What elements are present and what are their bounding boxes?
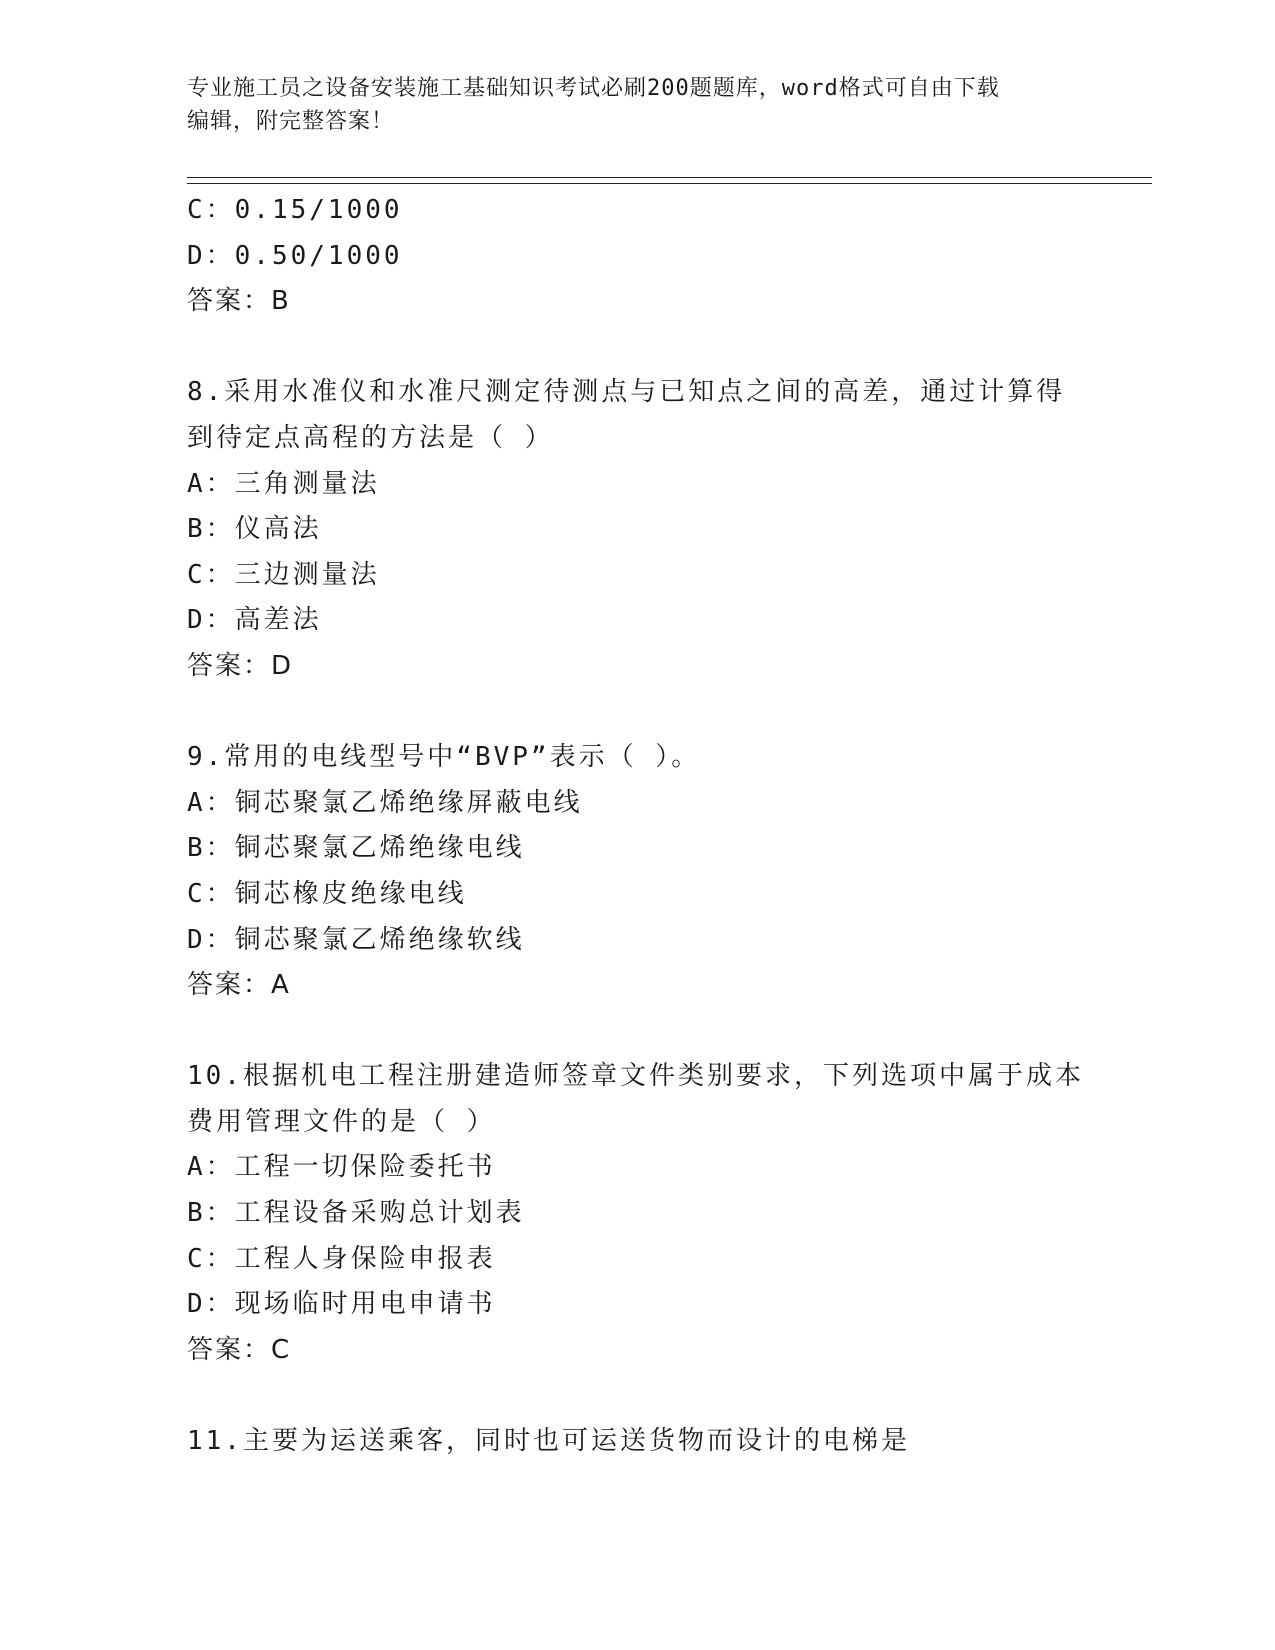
spacer (187, 1009, 1087, 1055)
option-c: C：铜芯橡皮绝缘电线 (187, 878, 467, 909)
header-title-line-2: 编辑，附完整答案！ (187, 109, 395, 134)
spacer (187, 690, 1087, 736)
question-stem: 10.根据机电工程注册建造师签章文件类别要求，下列选项中属于成本 (187, 1061, 1084, 1092)
spacer (187, 325, 1087, 371)
header-divider-bottom (187, 183, 1152, 184)
header-title-line-1: 专业施工员之设备安装施工基础知识考试必刷200题题库，word格式可自由下载 (187, 76, 1000, 101)
option-c: C：0.15/1000 (187, 195, 403, 225)
option-a: A：铜芯聚氯乙烯绝缘屏蔽电线 (187, 787, 583, 818)
question-stem-continued: 费用管理文件的是（ ） (187, 1106, 496, 1137)
question-10 (187, 1054, 1087, 1373)
option-b: B：仪高法 (187, 514, 322, 545)
option-b: B：铜芯聚氯乙烯绝缘电线 (187, 833, 525, 864)
question-8 (187, 370, 1087, 689)
question-list (187, 188, 1087, 1465)
option-c: C：三边测量法 (187, 559, 380, 590)
answer-line: 答案：A (187, 970, 291, 1001)
spacer (187, 1373, 1087, 1419)
option-a: A：三角测量法 (187, 468, 380, 499)
question-11 (187, 1419, 1087, 1465)
option-c: C：工程人身保险申报表 (187, 1243, 496, 1274)
document-header (187, 72, 1067, 138)
question-stem: 8.采用水准仪和水准尺测定待测点与已知点之间的高差，通过计算得 (187, 377, 1066, 408)
question-9 (187, 735, 1087, 1009)
question-stem-continued: 到待定点高程的方法是（ ） (187, 422, 554, 453)
header-divider-top (187, 177, 1152, 178)
option-d: D：铜芯聚氯乙烯绝缘软线 (187, 924, 525, 955)
answer-line: 答案：C (187, 1334, 292, 1365)
option-d: D：0.50/1000 (187, 240, 403, 271)
answer-line: 答案：D (187, 650, 294, 681)
question-stem: 9.常用的电线型号中“BVP”表示（ ）。 (187, 742, 701, 773)
option-a: A：工程一切保险委托书 (187, 1152, 496, 1183)
answer-line: 答案：B (187, 286, 291, 317)
question-7-tail (187, 188, 1087, 325)
option-b: B：工程设备采购总计划表 (187, 1198, 525, 1229)
option-d: D：现场临时用电申请书 (187, 1289, 496, 1320)
question-stem: 11.主要为运送乘客，同时也可运送货物而设计的电梯是 (187, 1426, 910, 1457)
option-d: D：高差法 (187, 605, 322, 636)
